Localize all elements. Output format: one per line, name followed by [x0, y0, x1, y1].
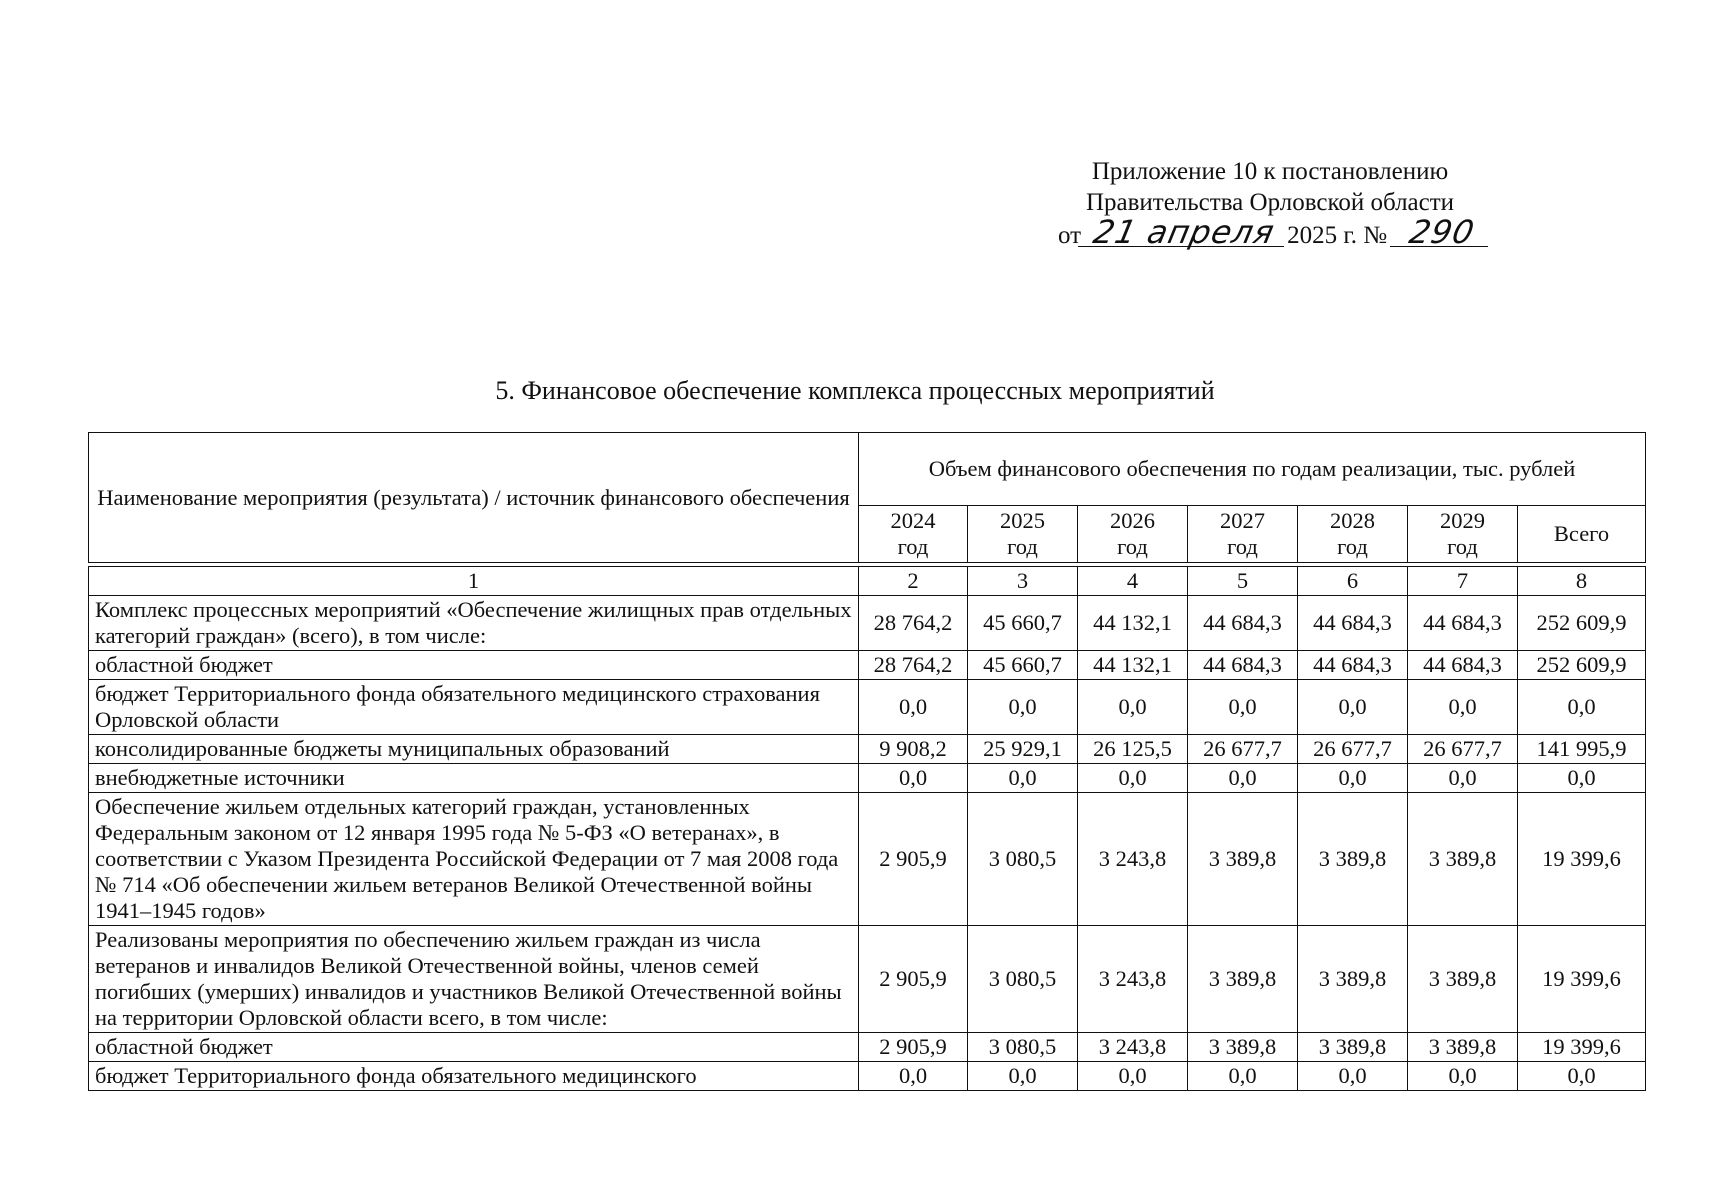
row-value: 3 243,8: [1078, 793, 1188, 926]
table-row: [89, 680, 1646, 735]
row-value: 26 677,7: [1408, 735, 1518, 764]
financing-table: [88, 432, 1646, 1091]
row-value: 3 080,5: [968, 926, 1078, 1033]
row-total: 141 995,9: [1518, 735, 1646, 764]
row-total: 19 399,6: [1518, 926, 1646, 1033]
row-value: 0,0: [1188, 1062, 1298, 1091]
row-value: 3 080,5: [968, 1033, 1078, 1062]
row-value: 44 684,3: [1298, 651, 1408, 680]
header-year-unit: год: [1007, 534, 1038, 559]
row-name: Реализованы мероприятия по обеспечению жильем граждан из числа ветеранов и инвалидов Великой Отечественной войны, членов семей погибших (умерших) инвалидов и участников Великой Отечественной войны на территории Орловской области всего, в том числе:: [89, 926, 859, 1033]
row-name: Комплекс процессных мероприятий «Обеспечение жилищных прав отдельных категорий граждан» (всего), в том числе:: [89, 596, 859, 651]
row-total: 19 399,6: [1518, 1033, 1646, 1062]
handwritten-number: 290: [1390, 218, 1494, 247]
header-year-unit: год: [897, 534, 929, 559]
header-year-unit: год: [1227, 534, 1258, 559]
row-value: 3 389,8: [1188, 793, 1298, 926]
row-value: 0,0: [1078, 680, 1188, 735]
row-name: консолидированные бюджеты муниципальных образований: [89, 735, 859, 764]
row-name: областной бюджет: [89, 651, 859, 680]
row-value: 44 132,1: [1078, 651, 1188, 680]
row-value: 0,0: [859, 764, 968, 793]
row-value: 3 389,8: [1298, 1033, 1408, 1062]
header-year-value: 2025: [1000, 508, 1045, 533]
row-value: 0,0: [968, 680, 1078, 735]
row-value: 3 389,8: [1188, 926, 1298, 1033]
row-value: 0,0: [1298, 764, 1408, 793]
header-volume: Объем финансового обеспечения по годам реализации, тыс. рублей: [859, 433, 1646, 506]
header-year-unit: год: [1117, 534, 1148, 559]
row-value: 26 677,7: [1188, 735, 1298, 764]
index-cell: 8: [1518, 567, 1646, 596]
index-cell: 4: [1078, 567, 1188, 596]
row-value: 44 684,3: [1188, 651, 1298, 680]
row-value: 3 389,8: [1408, 1033, 1518, 1062]
row-value: 0,0: [1408, 764, 1518, 793]
annex-block: [1040, 156, 1500, 251]
header-year: [1408, 506, 1518, 563]
row-value: 25 929,1: [968, 735, 1078, 764]
index-cell: 7: [1408, 567, 1518, 596]
annex-line-2: Правительства Орловской области: [1085, 189, 1455, 216]
row-value: 2 905,9: [859, 793, 968, 926]
header-year: [1298, 506, 1408, 563]
row-value: 3 080,5: [968, 793, 1078, 926]
annex-year-text: 2025 г. №: [1287, 222, 1388, 249]
header-year: [859, 506, 968, 563]
header-year-unit: год: [1337, 534, 1368, 559]
header-year-value: 2028: [1330, 508, 1375, 533]
index-row: [89, 567, 1646, 596]
annex-line-1: Приложение 10 к постановлению: [1091, 158, 1449, 185]
row-value: 0,0: [1408, 1062, 1518, 1091]
row-name: областной бюджет: [89, 1033, 859, 1062]
row-value: 44 132,1: [1078, 596, 1188, 651]
row-value: 3 243,8: [1078, 1033, 1188, 1062]
table-row: [89, 1062, 1646, 1091]
row-value: 2 905,9: [859, 1033, 968, 1062]
row-total: 0,0: [1518, 1062, 1646, 1091]
row-value: 0,0: [968, 764, 1078, 793]
row-value: 3 389,8: [1408, 793, 1518, 926]
row-total: 19 399,6: [1518, 793, 1646, 926]
table-row: [89, 793, 1646, 926]
row-value: 0,0: [1408, 680, 1518, 735]
index-cell: 5: [1188, 567, 1298, 596]
index-cell: 2: [859, 567, 968, 596]
row-name: бюджет Территориального фонда обязательного медицинского: [89, 1062, 859, 1091]
row-value: 0,0: [1078, 1062, 1188, 1091]
table-row: [89, 651, 1646, 680]
row-value: 0,0: [1078, 764, 1188, 793]
header-year-value: 2024: [890, 508, 936, 533]
row-value: 26 677,7: [1298, 735, 1408, 764]
annex-line-3: [1040, 213, 1500, 251]
header-year: [1188, 506, 1298, 563]
row-value: 28 764,2: [859, 651, 968, 680]
row-value: 0,0: [859, 680, 968, 735]
header-year: [1078, 506, 1188, 563]
header-year-value: 2026: [1110, 508, 1155, 533]
annex-prefix: от: [1058, 222, 1082, 249]
header-name: Наименование мероприятия (результата) / источник финансового обеспечения: [89, 433, 859, 563]
table-row: [89, 1033, 1646, 1062]
table-row: [89, 735, 1646, 764]
row-total: 252 609,9: [1518, 651, 1646, 680]
row-value: 44 684,3: [1298, 596, 1408, 651]
row-value: 3 389,8: [1188, 1033, 1298, 1062]
row-value: 9 908,2: [859, 735, 968, 764]
row-value: 3 389,8: [1408, 926, 1518, 1033]
row-value: 0,0: [968, 1062, 1078, 1091]
header-total: Всего: [1518, 506, 1646, 563]
table-row: [89, 926, 1646, 1033]
header-year: [968, 506, 1078, 563]
header-year-value: 2027: [1220, 508, 1265, 533]
row-value: 44 684,3: [1408, 651, 1518, 680]
table-row: [89, 596, 1646, 651]
row-value: 0,0: [859, 1062, 968, 1091]
row-total: 0,0: [1518, 680, 1646, 735]
row-value: 3 243,8: [1078, 926, 1188, 1033]
row-name: внебюджетные источники: [89, 764, 859, 793]
row-value: 26 125,5: [1078, 735, 1188, 764]
row-value: 45 660,7: [968, 651, 1078, 680]
row-value: 44 684,3: [1188, 596, 1298, 651]
header-year-unit: год: [1447, 534, 1478, 559]
row-name: бюджет Территориального фонда обязательного медицинского страхования Орловской области: [89, 680, 859, 735]
row-value: 3 389,8: [1298, 926, 1408, 1033]
row-value: 44 684,3: [1408, 596, 1518, 651]
row-value: 2 905,9: [859, 926, 968, 1033]
row-value: 0,0: [1188, 680, 1298, 735]
row-value: 28 764,2: [859, 596, 968, 651]
row-value: 0,0: [1298, 1062, 1408, 1091]
index-cell: 6: [1298, 567, 1408, 596]
row-value: 3 389,8: [1298, 793, 1408, 926]
index-cell: 1: [89, 567, 859, 596]
table-row: [89, 764, 1646, 793]
row-total: 0,0: [1518, 764, 1646, 793]
handwritten-date: 21 апреля: [1078, 218, 1290, 247]
row-value: 0,0: [1298, 680, 1408, 735]
row-name: Обеспечение жильем отдельных категорий граждан, установленных Федеральным законом от 12 января 1995 года № 5-ФЗ «О ветеранах», в соответствии с Указом Президента Российской Федерации от 7 мая 2008 года № 714 «Об обеспечении жильем ветеранов Великой Отечественной войны 1941–1945 годов»: [89, 793, 859, 926]
row-value: 0,0: [1188, 764, 1298, 793]
section-title: 5. Финансовое обеспечение комплекса процессных мероприятий: [495, 376, 1215, 405]
row-value: 45 660,7: [968, 596, 1078, 651]
row-total: 252 609,9: [1518, 596, 1646, 651]
index-cell: 3: [968, 567, 1078, 596]
header-year-value: 2029: [1440, 508, 1485, 533]
